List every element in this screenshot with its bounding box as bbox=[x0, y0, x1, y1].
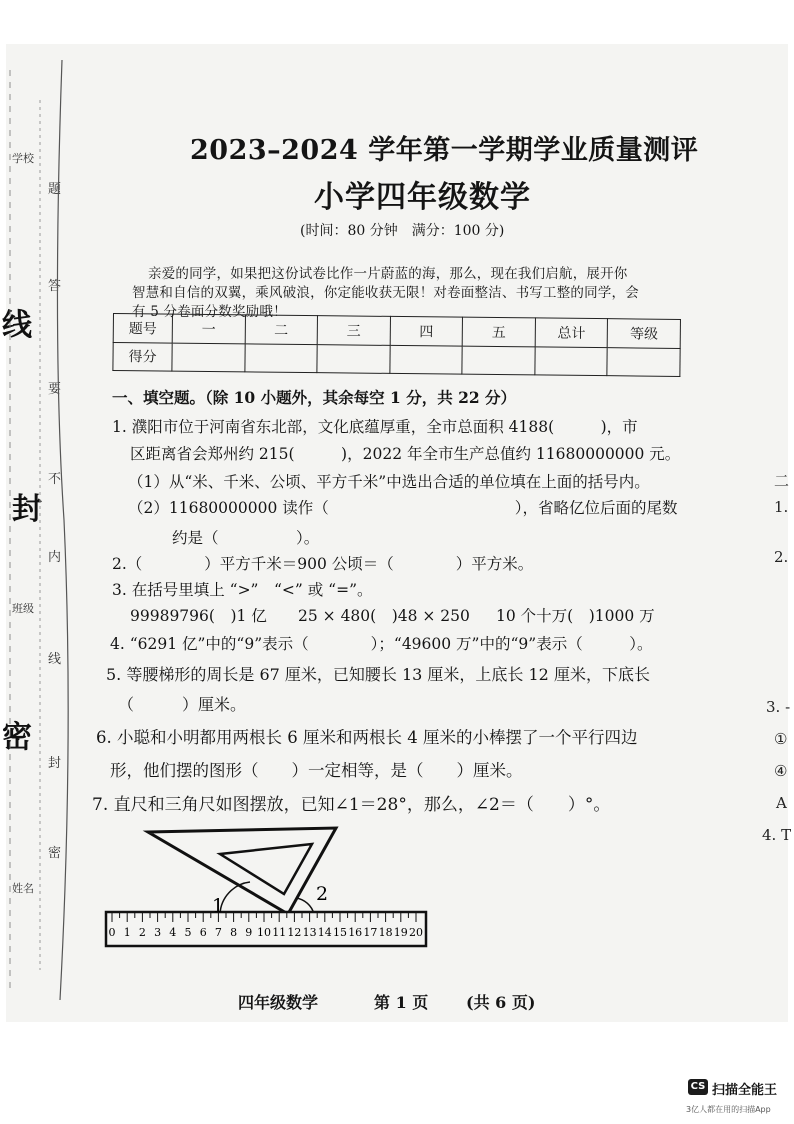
question-5-line-1: 5. 等腰梯形的周长是 67 厘米，已知腰长 13 厘米，上底长 12 厘米，下底长 bbox=[106, 665, 650, 684]
question-1-sub-2b: 约是（ ）。 bbox=[172, 529, 320, 547]
score-cell[interactable] bbox=[607, 347, 680, 376]
footer-total: (共 6 页) bbox=[466, 993, 536, 1012]
ruler-tick-label: 13 bbox=[302, 926, 317, 939]
score-cell[interactable] bbox=[172, 343, 245, 372]
score-cell[interactable] bbox=[390, 345, 463, 374]
ruler-tick-label: 17 bbox=[363, 926, 378, 939]
ruler-tick-label: 6 bbox=[199, 926, 207, 939]
score-cell[interactable] bbox=[244, 343, 317, 372]
binding-char-not: 不 bbox=[48, 472, 62, 487]
ruler-tick-label: 18 bbox=[378, 926, 393, 939]
binding-lines bbox=[0, 40, 80, 1020]
score-table bbox=[112, 313, 681, 377]
ruler-tick-labels bbox=[109, 926, 424, 939]
binding-char-inside: 内 bbox=[48, 550, 62, 565]
question-3-item-1: 99989796( )1 亿 bbox=[130, 607, 267, 625]
ruler-minor-ticks bbox=[112, 913, 416, 922]
binding-field-class: 班级 bbox=[12, 602, 34, 615]
score-table-score-row bbox=[113, 342, 680, 376]
ruler-tick-label: 2 bbox=[138, 926, 146, 939]
edge-text: 4. T bbox=[762, 826, 792, 844]
angle-1-label: 1 bbox=[212, 895, 225, 917]
binding-char-seal: 封 bbox=[48, 756, 62, 771]
score-header-cell: 二 bbox=[245, 315, 318, 344]
ruler-tick-label: 3 bbox=[154, 926, 162, 939]
intro-line-2: 智慧和自信的双翼，乘风破浪，你定能收获无限！对卷面整洁、书写工整的同学，会 bbox=[132, 285, 639, 301]
camscanner-tagline: 3亿人都在用的扫描App bbox=[686, 1105, 771, 1114]
question-6-line-1: 6. 小聪和小明都用两根长 6 厘米和两根长 4 厘米的小棒摆了一个平行四边 bbox=[96, 728, 638, 747]
question-1-sub-2: （2）11680000000 读作（ ），省略亿位后面的尾数 bbox=[128, 499, 678, 517]
ruler-tick-label: 9 bbox=[245, 926, 253, 939]
score-header-cell: 三 bbox=[317, 316, 390, 345]
question-7: 7. 直尺和三角尺如图摆放，已知∠1＝28°，那么，∠2＝（ ）°。 bbox=[92, 795, 611, 815]
edge-text: ① bbox=[774, 730, 788, 748]
score-header-cell: 四 bbox=[390, 316, 463, 345]
binding-big-mi: 密 bbox=[2, 720, 32, 755]
score-header-cell: 总计 bbox=[535, 318, 608, 347]
exam-subtitle: 小学四年级数学 bbox=[314, 180, 531, 215]
section-1-title: 一、填空题。（除 10 小题外，其余每空 1 分，共 22 分） bbox=[112, 388, 517, 407]
exam-title: 2023–2024 学年第一学期学业质量测评 bbox=[190, 135, 699, 166]
score-header-cell: 五 bbox=[462, 317, 535, 346]
footer-page: 第 1 页 bbox=[374, 993, 429, 1012]
edge-text: ④ bbox=[774, 762, 788, 780]
question-3: 3. 在括号里填上 “>” “<” 或 “=”。 bbox=[112, 581, 373, 599]
question-1-line-2: 区距离省会郑州约 215( )，2022 年全市生产总值约 11680000000 元。 bbox=[130, 445, 681, 463]
question-1-line-1: 1. 濮阳市位于河南省东北部，文化底蕴厚重，全市总面积 4188( )，市 bbox=[112, 418, 638, 436]
ruler-tick-label: 19 bbox=[393, 926, 408, 939]
edge-text: 1. bbox=[774, 498, 789, 516]
question-5-line-2: （ ）厘米。 bbox=[118, 695, 247, 714]
question-4: 4. “6291 亿”中的“9”表示（ ）；“49600 万”中的“9”表示（ ）。 bbox=[110, 635, 653, 653]
camscanner-logo: CS bbox=[688, 1079, 708, 1095]
score-cell[interactable] bbox=[535, 346, 608, 375]
binding-field-name: 姓名 bbox=[12, 882, 34, 895]
ruler-tick-label: 8 bbox=[230, 926, 238, 939]
intro-line-1: 亲爱的同学，如果把这份试卷比作一片蔚蓝的海，那么，现在我们启航，展开你 bbox=[148, 266, 628, 282]
score-cell[interactable] bbox=[462, 346, 535, 375]
camscanner-name: 扫描全能王 bbox=[712, 1083, 778, 1098]
score-header-cell: 等级 bbox=[608, 319, 681, 348]
ruler-tick-label: 7 bbox=[214, 926, 222, 939]
ruler-tick-label: 0 bbox=[108, 926, 116, 939]
ruler-tick-label: 12 bbox=[287, 926, 302, 939]
edge-text: 二 bbox=[774, 472, 790, 490]
binding-big-seal: 封 bbox=[12, 492, 42, 527]
time-info: (时间：80 分钟 满分：100 分) bbox=[300, 223, 505, 239]
ruler-tick-label: 15 bbox=[333, 926, 347, 939]
binding-field-school: 学校 bbox=[12, 152, 34, 165]
question-3-item-3: 10 个十万( )1000 万 bbox=[496, 607, 655, 625]
binding-char-mi: 密 bbox=[48, 846, 62, 861]
binding-char-need: 要 bbox=[48, 382, 62, 397]
binding-char-ti: 题 bbox=[48, 182, 62, 197]
edge-text: A bbox=[776, 794, 787, 812]
ruler-tick-label: 4 bbox=[169, 926, 177, 939]
ruler-tick-label: 16 bbox=[348, 926, 363, 939]
ruler-tick-label: 20 bbox=[409, 926, 423, 939]
binding-char-line: 线 bbox=[48, 652, 62, 667]
question-1-sub-1: （1）从“米、千米、公顷、平方千米”中选出合适的单位填在上面的括号内。 bbox=[128, 473, 650, 491]
question-3-item-2: 25 × 480( )48 × 250 bbox=[298, 607, 470, 625]
score-row-label: 得分 bbox=[113, 342, 172, 371]
ruler-tick-label: 10 bbox=[257, 926, 271, 939]
binding-char-answer: 答 bbox=[48, 279, 62, 294]
ruler-tick-label: 14 bbox=[317, 926, 332, 939]
score-header-cell: 一 bbox=[172, 314, 245, 343]
edge-text: 2. bbox=[774, 548, 789, 566]
ruler-tick-label: 11 bbox=[272, 926, 287, 939]
footer-subject: 四年级数学 bbox=[238, 993, 319, 1012]
intro-line-3: 有 5 分卷面分数奖励哦！ bbox=[132, 304, 287, 320]
edge-text: 3. - bbox=[766, 698, 791, 716]
score-header-cell: 题号 bbox=[113, 314, 172, 343]
question-6-line-2: 形，他们摆的图形（ ）一定相等，是（ ）厘米。 bbox=[110, 761, 523, 780]
ruler-tick-label: 1 bbox=[123, 926, 131, 939]
ruler-triangle-figure bbox=[100, 822, 435, 952]
binding-big-line: 线 bbox=[2, 308, 32, 343]
angle-2-label: 2 bbox=[316, 883, 329, 905]
ruler-tick-label: 5 bbox=[184, 926, 192, 939]
question-2: 2.（ ）平方千米＝900 公顷＝（ ）平方米。 bbox=[112, 555, 534, 573]
score-cell[interactable] bbox=[317, 344, 390, 373]
